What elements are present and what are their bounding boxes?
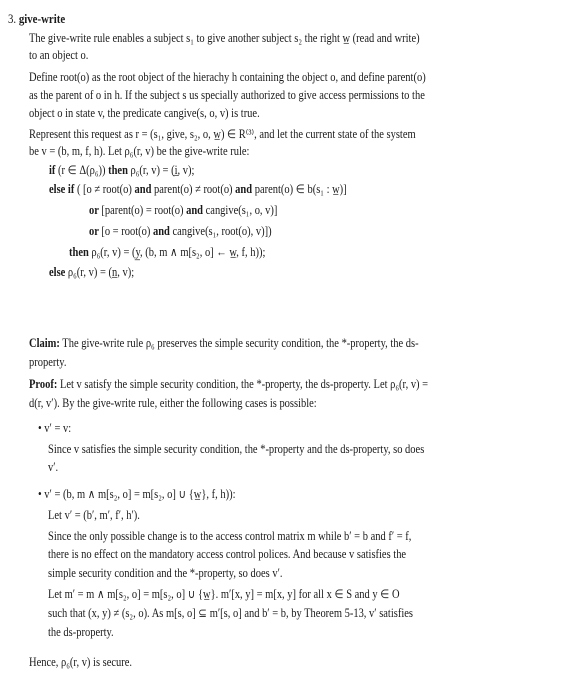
case-text: Since v satisfies the simple security condition, the *-property and the ds-property, so does [48, 442, 425, 456]
intro-line: to an object o. [29, 48, 89, 62]
case-text: such that (x, y) ≠ (s₂, o). As m[s, o] ⊆ m′[s, o] and b′ = b, by Theorem 5-13, v′ satisfies [48, 606, 413, 620]
intro-line: The give-write rule enables a subject s₁ to give another subject s₂ the right w̲ (read and write) [29, 31, 420, 45]
case-bullet: • v′ = (b, m ∧ m[s₂, o] = m[s₂, o] ∪ {w̲}, f, h)): [38, 487, 236, 501]
claim-line: Claim: The give-write rule ρ₆ preserves the simple security condition, the *-property, the ds- [29, 336, 419, 350]
claim-line: property. [29, 355, 67, 369]
rule-line: or [o = root(o) and cangive(s₁, root(o), v)]) [89, 224, 272, 238]
proof-line: Proof: Let v satisfy the simple security condition, the *-property, the ds-property. Let ρ₆(r, v) = [29, 377, 429, 391]
case-text: simple security condition and the *-property, so does v′. [48, 566, 283, 580]
section-heading: 3. give-write [8, 12, 66, 26]
rule-line: then ρ₆(r, v) = (y̲, (b, m ∧ m[s₂, o] ← w̲, f, h)); [69, 245, 266, 259]
case-text: the ds-property. [48, 625, 114, 639]
rule-line: if (r ∈ Δ(ρ₆)) then ρ₆(r, v) = (i̲, v); [49, 163, 195, 177]
rule-line: or [parent(o) = root(o) and cangive(s₁, o, v)] [89, 203, 278, 217]
case-text: Let v′ = (b′, m′, f′, h′). [48, 508, 140, 522]
rule-line: else if ( [o ≠ root(o) and parent(o) ≠ root(o) and parent(o) ∈ b(s₁ : w̲)] [49, 182, 347, 196]
case-text: Let m′ = m ∧ m[s₂, o] = m[s₂, o] ∪ {w̲}. m′[x, y] = m[x, y] for all x ∈ S and y ∈ O [48, 587, 400, 601]
definition-line: as the parent of o in h. If the subject s us specially authorized to give access permissions to the [29, 88, 425, 102]
definition-line: object o in state v, the predicate cangive(s, o, v) is true. [29, 106, 260, 120]
rule-line: else ρ₆(r, v) = (n̲, v); [49, 265, 135, 279]
definition-line: Define root(o) as the root object of the hierachy h containing the object o, and define parent(o) [29, 70, 426, 84]
request-line: Represent this request as r = (s₁, give, s₂, o, w̲) ∈ R⁽³⁾, and let the current state of the system [29, 127, 416, 141]
proof-line: d(r, v′). By the give-write rule, either the following cases is possible: [29, 396, 317, 410]
case-text: v′. [48, 460, 59, 474]
request-line: be v = (b, m, f, h). Let ρ₆(r, v) be the give-write rule: [29, 144, 250, 158]
case-text: there is no effect on the mandatory access control polices. And because v satisfies the [48, 547, 407, 561]
conclusion: Hence, ρ₆(r, v) is secure. [29, 655, 133, 669]
case-bullet: • v′ = v: [38, 421, 72, 435]
case-text: Since the only possible change is to the access control matrix m while b′ = b and f′ = f, [48, 529, 412, 543]
